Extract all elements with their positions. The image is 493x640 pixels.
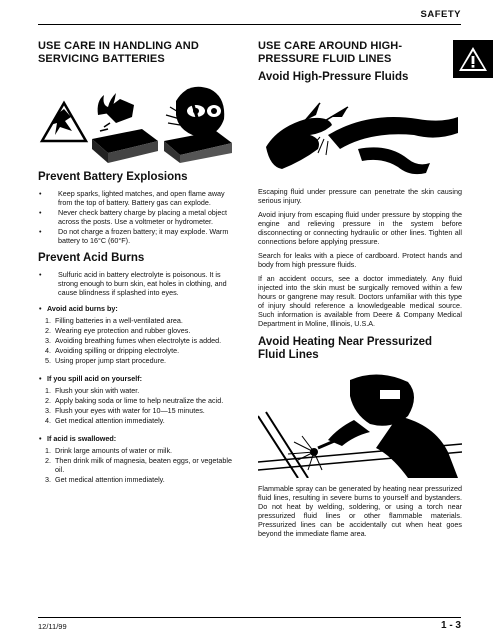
spill-acid-lead: • If you spill acid on yourself: [38,374,238,383]
heating-paragraph: Flammable spray can be generated by heating near pressurized fluid lines, resulting in severe burns to yourself and bystanders. Do not heat by welding, soldering, or using a torch near pressurized fluid lines or other flammable materials. Pressurized lines can be accidentally cut when heat goes beyond the immediate flame area. [258,484,462,538]
acid-burns-heading: Prevent Acid Burns [38,252,145,264]
list-item: 4. Avoiding spilling or dripping electrolyte. [45,346,180,355]
paragraph: Avoid injury from escaping fluid under pressure by stopping the engine and relieving pressure in the system before disconnecting or connecting hydraulic or other lines. Tighten all connections before applying pressure. [258,210,462,246]
explosion-bullets [38,189,238,245]
high-pressure-body [258,187,462,328]
paragraph: If an accident occurs, see a doctor immediately. Any fluid injected into the skin must be surgically removed within a few hours or gangrene may result. Doctors unfamiliar with this type of injury should reference a knowledgeable medical source. Such information is available from Deere & Company Medical Department in Moline, Illinois, U.S.A. [258,274,462,328]
header-rule [38,24,461,25]
list-item: 5. Using proper jump start procedure. [45,356,167,365]
list-item: 4. Get medical attention immediately. [45,416,165,425]
list-item: 1. Filling batteries in a well-ventilated area. [45,316,183,325]
list-item: 2. Then drink milk of magnesia, beaten eggs, or vegetable oil. [45,456,232,474]
avoid-acid-lead: • Avoid acid burns by: [38,304,238,313]
page-number: 1 - 3 [440,620,461,631]
swallow-acid-lead: • If acid is swallowed: [38,434,238,443]
list-item: 3. Get medical attention immediately. [45,475,165,484]
avoid-acid-steps [38,316,238,365]
left-column [38,40,238,485]
paragraph: Search for leaks with a piece of cardboard. Protect hands and body from high pressure fluids. [258,251,462,269]
explosion-bullet: • Never check battery charge by placing a metal object across the posts. Use a voltmeter or hydrometer. [38,208,238,226]
spill-acid-steps [38,386,238,425]
page-header [0,0,493,30]
acid-intro: • Sulfuric acid in battery electrolyte is poisonous. It is strong enough to burn skin, eat holes in clothing, and cause blindness if splashed into eyes. [38,270,238,297]
swallow-acid-steps [38,446,238,484]
battery-section-title: USE CARE IN HANDLING AND SERVICING BATTERIES [38,40,199,65]
list-item: 3. Flush your eyes with water for 10—15 minutes. [45,406,205,415]
footer-rule [38,617,461,618]
paragraph: Escaping fluid under pressure can penetrate the skin causing serious injury. [258,187,462,205]
fluid-section-title: USE CARE AROUND HIGH-PRESSURE FLUID LINES [258,40,403,65]
high-pressure-fluid-illustration [258,89,462,181]
explosion-bullet: • Do not charge a frozen battery; it may explode. Warm battery to 16°C (60°F). [38,227,238,245]
high-pressure-heading: Avoid High-Pressure Fluids [258,71,409,83]
heating-heading: Avoid Heating Near Pressurized Fluid Lines [258,336,433,361]
acid-intro-list [38,270,238,297]
footer-date: 12/11/99 [38,622,67,631]
list-item: 1. Drink large amounts of water or milk. [45,446,173,455]
list-item: 3. Avoiding breathing fumes when electrolyte is added. [45,336,222,345]
right-column [258,40,462,543]
list-item: 1. Flush your skin with water. [45,386,140,395]
battery-explosion-illustration [38,71,238,163]
list-item: 2. Apply baking soda or lime to help neutralize the acid. [45,396,224,405]
explosion-bullet: • Keep sparks, lighted matches, and open flame away from the top of battery. Battery gas can explode. [38,189,238,207]
heating-torch-illustration [258,366,462,478]
header-title: SAFETY [420,9,461,20]
list-item: 2. Wearing eye protection and rubber gloves. [45,326,191,335]
battery-explosions-heading: Prevent Battery Explosions [38,171,188,183]
